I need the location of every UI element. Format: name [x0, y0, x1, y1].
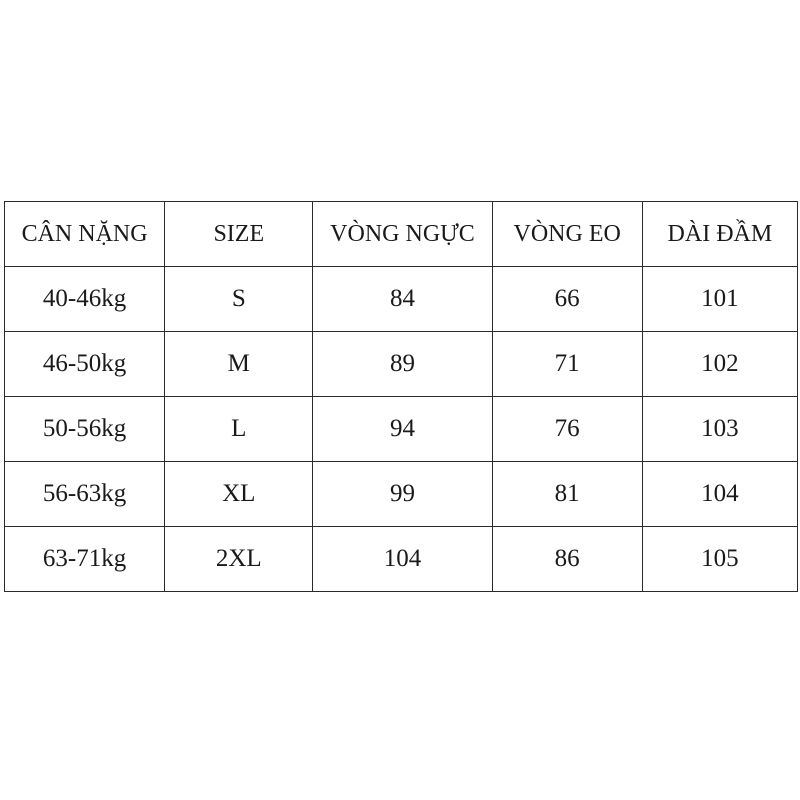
cell-weight: 63-71kg: [5, 527, 165, 592]
cell-weight: 46-50kg: [5, 332, 165, 397]
table-row: [5, 332, 798, 397]
cell-chest: 99: [313, 462, 492, 527]
table-row: [5, 527, 798, 592]
table-body: [5, 267, 798, 592]
table-row: [5, 267, 798, 332]
cell-chest: 84: [313, 267, 492, 332]
cell-waist: 66: [492, 267, 642, 332]
header-waist: VÒNG EO: [492, 202, 642, 267]
cell-weight: 56-63kg: [5, 462, 165, 527]
cell-size: XL: [165, 462, 313, 527]
size-chart-table: [4, 201, 798, 592]
table-header: [5, 202, 798, 267]
cell-waist: 86: [492, 527, 642, 592]
cell-dress-length: 104: [642, 462, 797, 527]
cell-dress-length: 101: [642, 267, 797, 332]
header-weight: CÂN NẶNG: [5, 202, 165, 267]
cell-waist: 76: [492, 397, 642, 462]
table-row: [5, 397, 798, 462]
cell-weight: 40-46kg: [5, 267, 165, 332]
cell-size: L: [165, 397, 313, 462]
cell-waist: 81: [492, 462, 642, 527]
cell-dress-length: 102: [642, 332, 797, 397]
cell-weight: 50-56kg: [5, 397, 165, 462]
table-row: [5, 462, 798, 527]
cell-size: 2XL: [165, 527, 313, 592]
cell-dress-length: 103: [642, 397, 797, 462]
cell-chest: 104: [313, 527, 492, 592]
header-chest: VÒNG NGỰC: [313, 202, 492, 267]
cell-waist: 71: [492, 332, 642, 397]
cell-size: S: [165, 267, 313, 332]
cell-chest: 89: [313, 332, 492, 397]
header-row: [5, 202, 798, 267]
cell-chest: 94: [313, 397, 492, 462]
header-size: SIZE: [165, 202, 313, 267]
header-dress-length: DÀI ĐẦM: [642, 202, 797, 267]
cell-dress-length: 105: [642, 527, 797, 592]
cell-size: M: [165, 332, 313, 397]
